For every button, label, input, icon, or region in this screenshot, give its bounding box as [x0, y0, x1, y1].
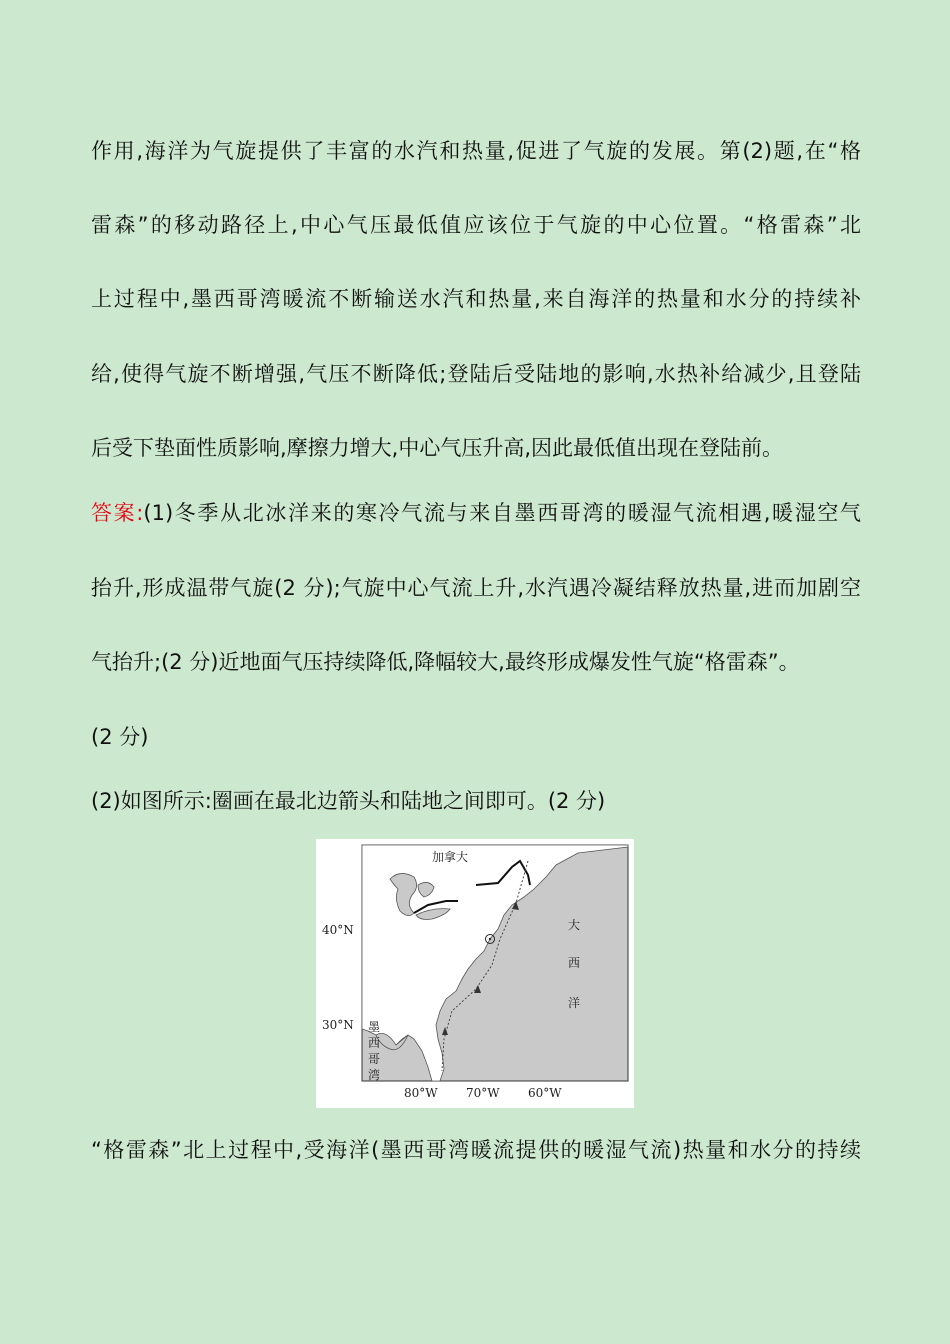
lon-label-70: 70°W: [466, 1086, 500, 1100]
text-line: 上过程中,墨西哥湾暖流不断输送水汽和热量,来自海洋的热量和水分的持续补: [91, 287, 861, 311]
gulf-label-2: 西: [368, 1036, 381, 1050]
answer-label: 答案:: [91, 501, 144, 525]
text-line: 给,使得气旋不断增强,气压不断降低;登陆后受陆地的影响,水热补给减少,且登陆: [91, 362, 861, 386]
cyclone-path-map: [316, 839, 634, 1108]
continuation-line: “格雷森”北上过程中,受海洋(墨西哥湾暖流提供的暖湿气流)热量和水分的持续: [91, 1138, 861, 1162]
gulf-label-3: 哥: [368, 1052, 381, 1066]
lon-label-60: 60°W: [528, 1086, 562, 1100]
lon-label-80: 80°W: [404, 1086, 438, 1100]
ocean-label-1: 大: [568, 918, 581, 932]
answer-line: 气抬升;(2 分)近地面气压持续降低,降幅较大,最终形成爆发性气旋“格雷森”。: [91, 650, 800, 674]
answer-line: [91, 499, 861, 527]
text-line: 作用,海洋为气旋提供了丰富的水汽和热量,促进了气旋的发展。第(2)题,在“格: [91, 139, 861, 163]
ocean-label-2: 西: [568, 956, 581, 970]
country-label: 加拿大: [432, 850, 469, 864]
lat-label-40: 40°N: [322, 923, 354, 937]
gulf-label-4: 湾: [368, 1068, 381, 1082]
text-line: 雷森”的移动路径上,中心气压最低值应该位于气旋的中心位置。“格雷森”北: [91, 213, 861, 237]
gulf-label-1: 墨: [368, 1020, 381, 1034]
answer-line: 抬升,形成温带气旋(2 分);气旋中心气流上升,水汽遇冷凝结释放热量,进而加剧空: [91, 576, 861, 600]
text-line: 后受下垫面性质影响,摩擦力增大,中心气压升高,因此最低值出现在登陆前。: [91, 436, 784, 460]
answer-text: (1)冬季从北冰洋来的寒冷气流与来自墨西哥湾的暖湿气流相遇,暖湿空气: [143, 501, 862, 525]
answer-line: (2 分): [91, 725, 149, 749]
lat-label-30: 30°N: [322, 1018, 354, 1032]
ocean-label-3: 洋: [568, 996, 581, 1010]
answer-line: (2)如图所示:圈画在最北边箭头和陆地之间即可。(2 分): [91, 789, 606, 813]
